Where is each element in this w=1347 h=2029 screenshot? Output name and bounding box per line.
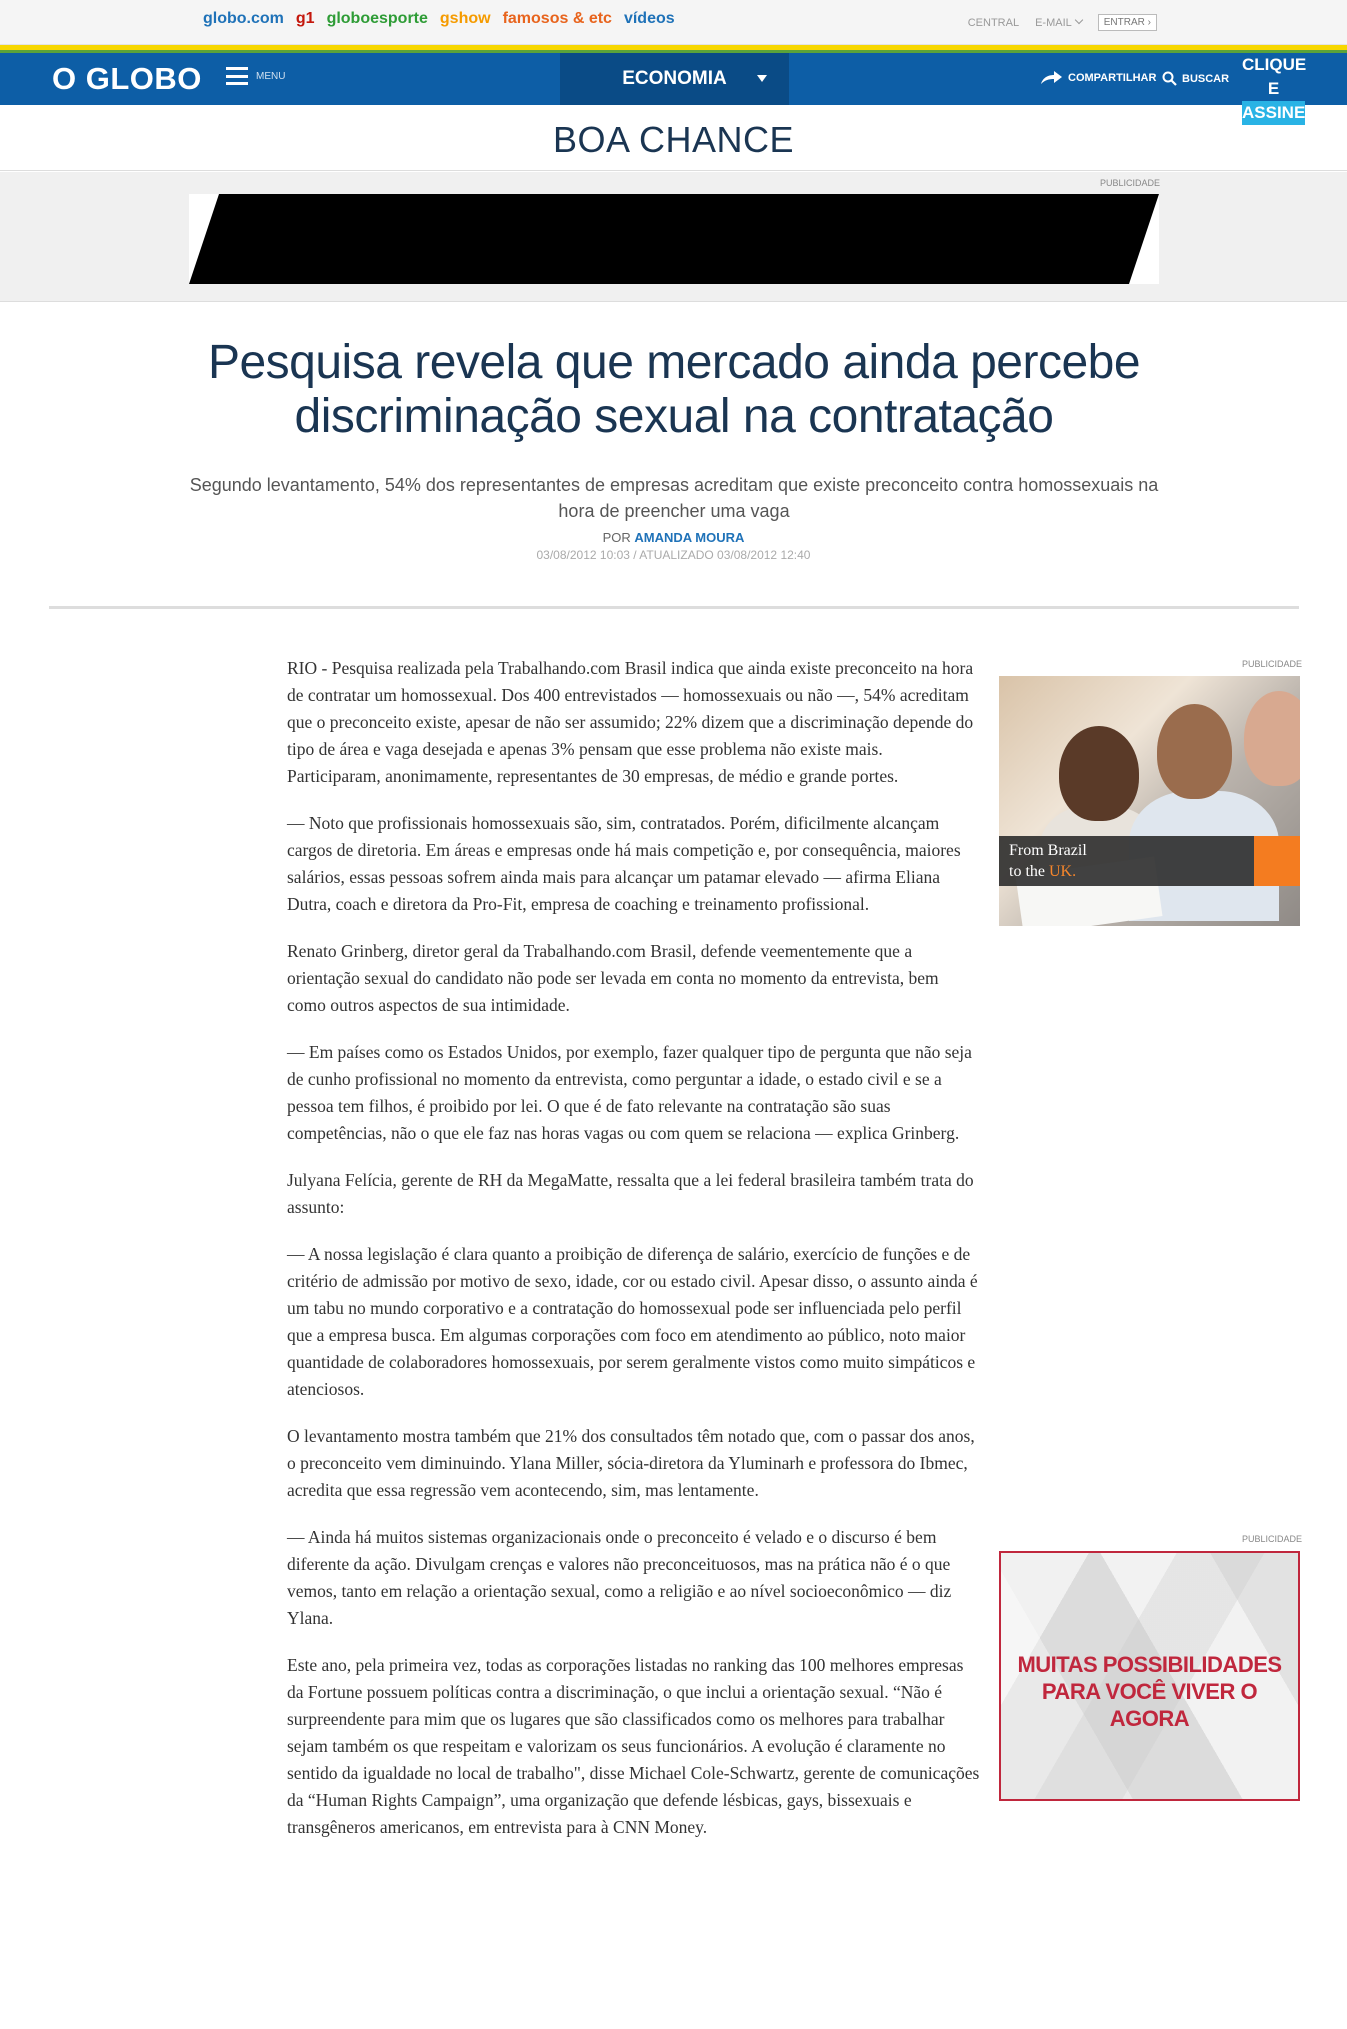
link-famosos[interactable]: famosos & etc — [502, 10, 612, 27]
menu-icon — [226, 67, 248, 85]
section-dropdown[interactable] — [560, 53, 789, 105]
ad-photo-figure — [1157, 704, 1232, 799]
ad-caption-line1: From Brazil — [1009, 842, 1087, 859]
ad-decoration — [1129, 194, 1159, 284]
subscribe-line2: ASSINE — [1242, 101, 1305, 125]
email-link[interactable] — [1035, 17, 1082, 29]
email-label: E-MAIL — [1035, 16, 1072, 29]
central-link[interactable]: CENTRAL — [967, 16, 1020, 29]
section-label: ECONOMIA — [622, 68, 727, 89]
byline — [0, 530, 1347, 545]
search-icon — [1162, 71, 1177, 86]
section-title[interactable]: BOA CHANCE — [552, 119, 795, 160]
article-subhead: Segundo levantamento, 54% dos representantes de empresas acreditam que existe preconceito contra homossexuais na hora de preencher uma vaga — [189, 475, 1159, 521]
link-gshow[interactable]: gshow — [439, 10, 491, 27]
section-title-bar — [0, 105, 1347, 171]
site-header — [0, 53, 1347, 122]
share-button[interactable] — [1040, 71, 1156, 85]
sidebar-ad-possibilidades[interactable] — [999, 1551, 1300, 1801]
chevron-down-icon — [757, 75, 767, 82]
ad-caption-highlight: UK. — [1049, 863, 1077, 880]
menu-label: MENU — [256, 70, 286, 82]
article-headline: Pesquisa revela que mercado ainda percebe discriminação sexual na contratação — [207, 336, 1141, 443]
ad-decoration — [189, 194, 219, 284]
ad-label: PUBLICIDADE — [1242, 659, 1303, 669]
ad-photo-figure — [1244, 691, 1300, 786]
paragraph: — Noto que profissionais homossexuais são, sim, contratados. Porém, dificilmente alcançam cargos de diretoria. Em áreas e empresas onde há mais competição e, por consequência, maiores salários, essas pessoas sofrem ainda mais para alcançar um patamar elevado — afirma Eliana Dutra, coach e diretora da Pro-Fit, empresa de coaching e treinamento profissional. — [287, 813, 961, 914]
ad-label: PUBLICIDADE — [1242, 1534, 1303, 1544]
byline-prefix: POR — [602, 530, 635, 545]
portal-links — [203, 10, 675, 28]
paragraph: Este ano, pela primeira vez, todas as corporações listadas no ranking das 100 melhores empresas da Fortune possuem políticas contra a discriminação, o que inclui a orientação sexual. “Não é surpreendente para mim que os lugares que são classificados como os melhores para trabalhar sejam também os que respeitam e valorizam os seus funcionários. A evolução é claramente no sentido da igualdade no local de trabalho", disse Michael Cole-Schwartz, gerente de comunicações da “Human Rights Campaign”, uma organização que defende lésbicas, gays, bissexuais e transgêneros americanos, em entrevista para à CNN Money. — [287, 1655, 980, 1837]
menu-button[interactable] — [226, 67, 285, 85]
ad-caption-line2 — [1009, 861, 1244, 882]
top-ad-band — [0, 172, 1347, 302]
globo-top-bar — [0, 0, 1347, 45]
article-body — [287, 655, 980, 1861]
paragraph: RIO - Pesquisa realizada pela Trabalhando.com Brasil indica que ainda existe preconceito na hora de contratar um homossexual. Dos 400 entrevistados — homossexuais ou não —, 54% acreditam que o preconceito existe, apesar de não ser assumido; 22% dizem que a discriminação depende do tipo de área e vaga desejada e apenas 3% pensam que esse problema não existe mais. Participaram, anonimamente, representantes de 30 empresas, de médio e grande portes. — [287, 658, 974, 786]
top-banner-ad[interactable] — [189, 194, 1159, 284]
ad-caption-prefix: to the — [1009, 863, 1049, 880]
ad-text-line2: PARA VOCÊ VIVER O AGORA — [1041, 1679, 1258, 1731]
subscribe-line1: CLIQUE E — [1242, 53, 1305, 101]
ad-orange-block — [1254, 836, 1300, 886]
paragraph: Renato Grinberg, diretor geral da Trabalhando.com Brasil, defende veementemente que a orientação sexual do candidato não pode ser levada em conta no momento da entrevista, bem como outros aspectos de sua intimidade. — [287, 941, 939, 1015]
paragraph: — Ainda há muitos sistemas organizacionais onde o preconceito é velado e o discurso é bem diferente da ação. Divulgam crenças e valores não preconceituosos, mas na prática não é o que vemos, tanto em relação a orientação sexual, como a religião e ao nível socioeconômico — diz Ylana. — [287, 1527, 952, 1628]
login-button[interactable]: ENTRAR › — [1098, 14, 1157, 31]
author-link[interactable]: AMANDA MOURA — [634, 530, 745, 545]
share-icon — [1040, 71, 1062, 85]
paragraph: O levantamento mostra também que 21% dos consultados têm notado que, com o passar dos anos, o preconceito vem diminuindo. Ylana Miller, sócia-diretora da Yluminarh e professora do Ibmec, acredita que essa regressão vem acontecendo, sim, mas lentamente. — [287, 1426, 975, 1500]
search-label: BUSCAR — [1182, 72, 1230, 85]
link-videos[interactable]: vídeos — [623, 10, 675, 27]
link-globoesporte[interactable]: globoesporte — [326, 10, 428, 27]
ad-label: PUBLICIDADE — [1099, 178, 1160, 188]
search-button[interactable] — [1162, 71, 1229, 86]
ad-text-line1: MUITAS POSSIBILIDADES — [1017, 1652, 1282, 1677]
account-links — [968, 14, 1157, 31]
ad-text — [1001, 1651, 1298, 1732]
link-globo-com[interactable]: globo.com — [203, 10, 284, 27]
publish-dates: 03/08/2012 10:03 / ATUALIZADO 03/08/2012 12:40 — [536, 548, 811, 562]
paragraph: Julyana Felícia, gerente de RH da MegaMatte, ressalta que a lei federal brasileira também trata do assunto: — [287, 1170, 974, 1217]
share-label: COMPARTILHAR — [1068, 72, 1157, 84]
subscribe-button[interactable] — [1242, 53, 1307, 122]
paragraph: — A nossa legislação é clara quanto a proibição de diferença de salário, exercício de funções e de critério de admissão por motivo de sexo, idade, cor ou estado civil. Apesar disso, o assunto ainda é um tabu no mundo corporativo e a contratação do homossexual pode ser influenciada pelo perfil que a empresa busca. Em algumas corporações com foco em atendimento ao público, noto maior quantidade de colaboradores homossexuais, por serem geralmente vistos como muito simpáticos e atenciosos. — [287, 1244, 978, 1399]
link-g1[interactable]: g1 — [295, 10, 315, 27]
ad-photo-figure — [1059, 726, 1139, 821]
sidebar-ad-uk[interactable] — [999, 676, 1300, 926]
divider — [49, 606, 1299, 609]
paragraph: — Em países como os Estados Unidos, por exemplo, fazer qualquer tipo de pergunta que não seja de cunho profissional no momento da entrevista, como perguntar a idade, o estado civil e se a pessoa tem filhos, é proibido por lei. O que é de fato relevante na contratação são suas competências, não o que ele faz nas horas vagas ou com quem se relaciona — explica Grinberg. — [287, 1042, 972, 1143]
oglobo-logo[interactable]: O GLOBO — [52, 61, 202, 96]
ad-caption — [999, 836, 1254, 886]
chevron-down-icon — [1075, 15, 1083, 23]
